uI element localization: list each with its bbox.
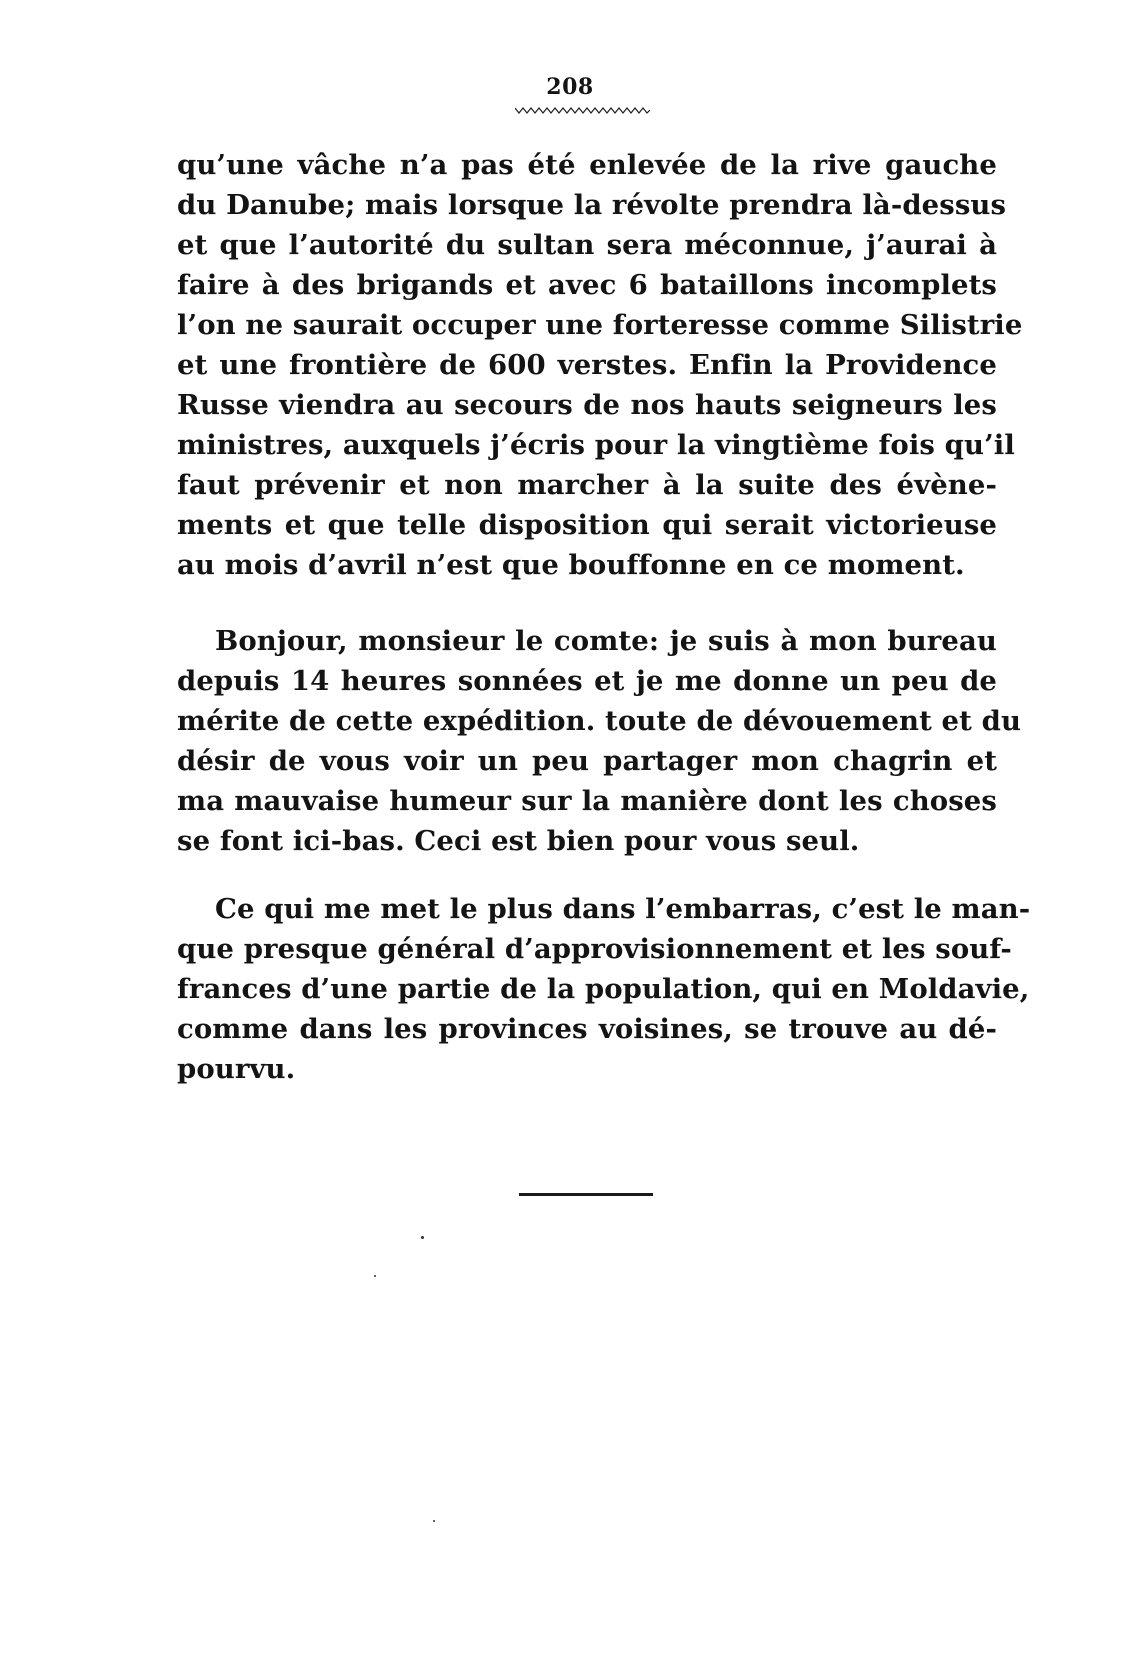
print-speck bbox=[374, 1275, 376, 1277]
text-line: ministres, auxquels j’écris pour la vingtième fois qu’il bbox=[177, 429, 1015, 461]
text-line: du Danube; mais lorsque la révolte prendra là-dessus bbox=[177, 189, 1007, 221]
text-line: comme dans les provinces voisines, se trouve au dé- bbox=[177, 1013, 997, 1045]
text-line: désir de vous voir un peu partager mon chagrin et bbox=[177, 745, 997, 777]
page-number: 208 bbox=[546, 74, 594, 100]
text-line: qu’une vâche n’a pas été enlevée de la rive gauche bbox=[177, 149, 997, 181]
section-divider bbox=[519, 1193, 653, 1196]
paragraph-3 bbox=[177, 889, 1031, 1089]
paragraph-2 bbox=[177, 621, 1022, 861]
text-line: faire à des brigands et avec 6 bataillons incomplets bbox=[177, 269, 997, 301]
text-line: Ce qui me met le plus dans l’embarras, c’est le man- bbox=[215, 893, 1031, 925]
text-line: Bonjour, monsieur le comte: je suis à mon bureau bbox=[215, 625, 997, 657]
text-line: et une frontière de 600 verstes. Enfin la Providence bbox=[177, 349, 997, 381]
text-line: mérite de cette expédition. toute de dévouement et du bbox=[177, 705, 1022, 737]
wavy-ornament bbox=[515, 106, 650, 116]
text-line: au mois d’avril n’est que bouffonne en ce moment. bbox=[177, 549, 965, 581]
text-line: depuis 14 heures sonnées et je me donne un peu de bbox=[177, 665, 997, 697]
text-line: que presque général d’approvisionnement et les souf- bbox=[177, 933, 1012, 965]
text-line: Russe viendra au secours de nos hauts seigneurs les bbox=[177, 389, 997, 421]
text-line: frances d’une partie de la population, qui en Moldavie, bbox=[177, 973, 1030, 1005]
text-line: pourvu. bbox=[177, 1053, 296, 1085]
text-line: ments et que telle disposition qui serait victorieuse bbox=[177, 509, 997, 541]
text-line: se font ici-bas. Ceci est bien pour vous seul. bbox=[177, 825, 860, 857]
print-speck bbox=[421, 1236, 424, 1239]
text-line: ma mauvaise humeur sur la manière dont les choses bbox=[177, 785, 997, 817]
text-line: et que l’autorité du sultan sera méconnue, j’aurai à bbox=[177, 229, 997, 261]
text-line: faut prévenir et non marcher à la suite des évène- bbox=[177, 469, 997, 501]
text-line: l’on ne saurait occuper une forteresse comme Silistrie bbox=[177, 309, 1023, 341]
paragraph-1 bbox=[177, 145, 1023, 585]
print-speck bbox=[433, 1520, 435, 1522]
